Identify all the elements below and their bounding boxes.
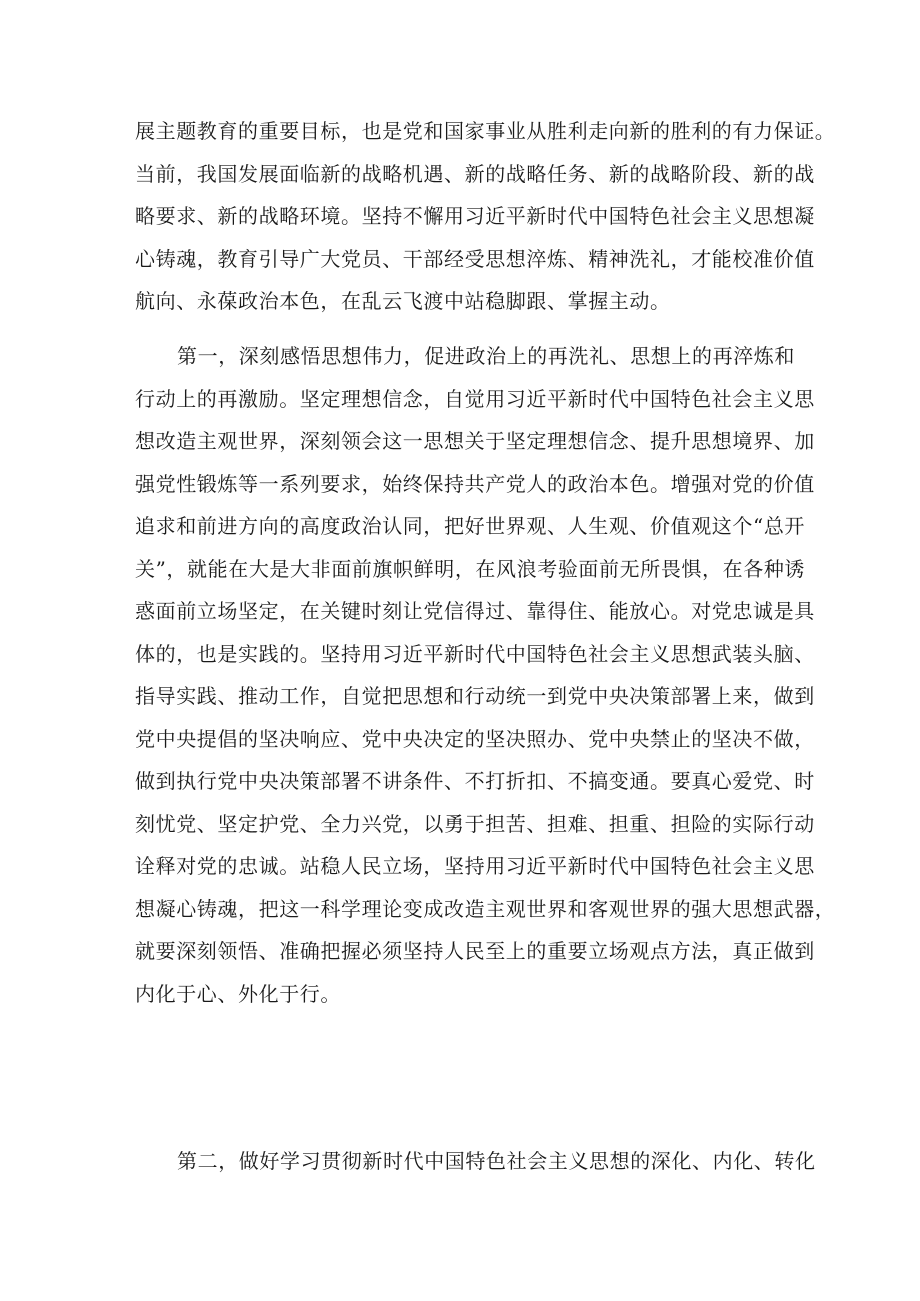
text-line: 就要深刻领悟、准确把握必须坚持人民至上的重要立场观点方法，真正做到 (135, 939, 815, 963)
text-line: 追求和前进方向的高度政治认同，把好世界观、人生观、价值观这个“总开 (135, 514, 806, 538)
text-line: 展主题教育的重要目标，也是党和国家事业从胜利走向新的胜利的有力保证。 (135, 119, 836, 143)
text-line: 航向、永葆政治本色，在乱云飞渡中站稳脚跟、掌握主动。 (135, 289, 671, 313)
paragraph-first-point (135, 335, 836, 1058)
text-line: 指导实践、推动工作，自觉把思想和行动统一到党中央决策部署上来，做到 (135, 684, 815, 708)
text-line: 诠释对党的忠诚。站稳人民立场，坚持用习近平新时代中国特色社会主义思 (135, 854, 815, 878)
text-line: 惑面前立场坚定，在关键时刻让党信得过、靠得住、能放心。对党忠诚是具 (135, 599, 815, 623)
text-line: 党中央提倡的坚决响应、党中央决定的坚决照办、党中央禁止的坚决不做， (135, 726, 815, 751)
paragraph-continuation (135, 110, 836, 323)
text-line: 强党性锻炼等一系列要求，始终保持共产党人的政治本色。增强对党的价值 (135, 471, 815, 496)
text-line: 想改造主观世界，深刻领会这一思想关于坚定理想信念、提升思想境界、加 (135, 429, 815, 453)
text-line: 当前，我国发展面临新的战略机遇、新的战略任务、新的战略阶段、新的战 (135, 161, 815, 186)
text-line: 第一，深刻感悟思想伟力，促进政治上的再洗礼、思想上的再淬炼和 (177, 344, 795, 368)
text-line: 想凝心铸魂，把这一科学理论变成改造主观世界和客观世界的强大思想武器， (135, 896, 836, 921)
text-line (135, 1015, 795, 1058)
text-line: 第二，做好学习贯彻新时代中国特色社会主义思想的深化、内化、转化 (177, 1149, 816, 1173)
text-line: 心铸魂，教育引导广大党员、干部经受思想淬炼、精神洗礼，才能校准价值 (135, 246, 815, 271)
text-line: 刻忧党、坚定护党、全力兴党，以勇于担苦、担难、担重、担险的实际行动 (135, 811, 815, 836)
text-line: 做到执行党中央决策部署不讲条件、不打折扣、不搞变通。要真心爱党、时 (135, 769, 815, 793)
paragraph-second-point (135, 1140, 816, 1183)
text-line: 内化于心、外化于行。 (135, 981, 341, 1006)
text-line: 略要求、新的战略环境。坚持不懈用习近平新时代中国特色社会主义思想凝 (135, 204, 815, 228)
text-line: 体的，也是实践的。坚持用习近平新时代中国特色社会主义思想武装头脑、 (135, 641, 815, 666)
text-line: 行动上的再激励。坚定理想信念，自觉用习近平新时代中国特色社会主义思 (135, 386, 815, 411)
text-line: 关”，就能在大是大非面前旗帜鲜明，在风浪考验面前无所畏惧，在各种诱 (135, 556, 806, 581)
